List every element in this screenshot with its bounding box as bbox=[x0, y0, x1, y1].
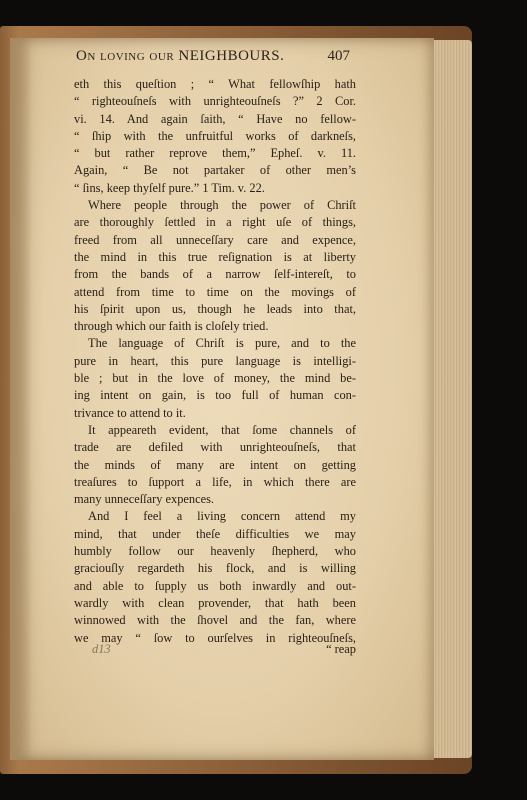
text-line: And I feel a living concern attend my bbox=[88, 509, 356, 524]
text-line: through which our faith is cloſely tried. bbox=[74, 319, 269, 334]
text-line: ing intent on gain, is too full of human con- bbox=[74, 388, 356, 403]
text-line: The language of Chriſt is pure, and to the bbox=[88, 336, 356, 351]
page-footer bbox=[92, 642, 356, 657]
catchword: “ reap bbox=[326, 642, 356, 656]
text-line: from the bands of a narrow ſelf-intereſt, to bbox=[74, 267, 356, 282]
text-line: the mind in this true reſignation is at liberty bbox=[74, 249, 356, 264]
text-line: It appeareth evident, that ſome channels of bbox=[88, 422, 356, 437]
signature-mark: d13 bbox=[92, 642, 111, 656]
body-text bbox=[74, 76, 356, 647]
text-line: attend from time to time on the movings of bbox=[74, 284, 356, 299]
page-edges bbox=[430, 40, 472, 758]
text-line: trivance to attend to it. bbox=[74, 405, 186, 420]
text-line: Again, “ Be not partaker of other men’s bbox=[74, 163, 356, 178]
text-line: are thoroughly ſettled in a right uſe of things, bbox=[74, 215, 356, 230]
page-number: 407 bbox=[327, 48, 350, 64]
text-line: winnowed with the ſhovel and the fan, where bbox=[74, 613, 356, 628]
text-line: “ ſins, keep thyſelf pure.” 1 Tim. v. 22. bbox=[74, 180, 265, 195]
text-line: trade are defiled with unrighteouſneſs, that bbox=[74, 440, 356, 455]
text-line: eth this queſtion ; “ What fellowſhip hath bbox=[74, 77, 356, 91]
running-title: On loving our NEIGHBOURS. bbox=[76, 48, 285, 64]
text-line: graciouſly regardeth his flock, and is willing bbox=[74, 561, 356, 576]
text-line: “ but rather reprove them,” Epheſ. v. 11. bbox=[74, 146, 356, 161]
text-line: vi. 14. And again ſaith, “ Have no fellow- bbox=[74, 111, 356, 126]
text-line: “ righteouſneſs with unrighteouſneſs ?” 2 Cor. bbox=[74, 94, 356, 109]
text-line: Where people through the power of Chriſt bbox=[88, 198, 356, 213]
text-line: many unneceſſary expences. bbox=[74, 492, 215, 507]
text-line: humbly follow our heavenly ſhepherd, who bbox=[74, 544, 356, 559]
page-gutter bbox=[10, 38, 32, 760]
text-line: the minds of many are intent on getting bbox=[74, 457, 356, 472]
text-line: and able to ſupply us both inwardly and out- bbox=[74, 578, 356, 593]
text-line: “ ſhip with the unfruitful works of darkneſs, bbox=[74, 128, 356, 143]
text-line: freed from all unneceſſary care and expence, bbox=[74, 232, 356, 247]
text-line: pure in heart, this pure language is intelligi- bbox=[74, 353, 356, 368]
text-line: ble ; but in the love of money, the mind be- bbox=[74, 371, 356, 386]
text-line: wardly with clean provender, that hath been bbox=[74, 595, 356, 610]
text-line: treaſures to ſupport a life, in which there are bbox=[74, 474, 356, 489]
text-line: his ſpirit upon us, though he leads into that, bbox=[74, 301, 356, 316]
text-line: mind, that under theſe difficulties we may bbox=[74, 526, 356, 541]
page-header bbox=[76, 48, 350, 65]
text-line: we may “ ſow to ourſelves in righteouſneſs, bbox=[74, 630, 356, 645]
